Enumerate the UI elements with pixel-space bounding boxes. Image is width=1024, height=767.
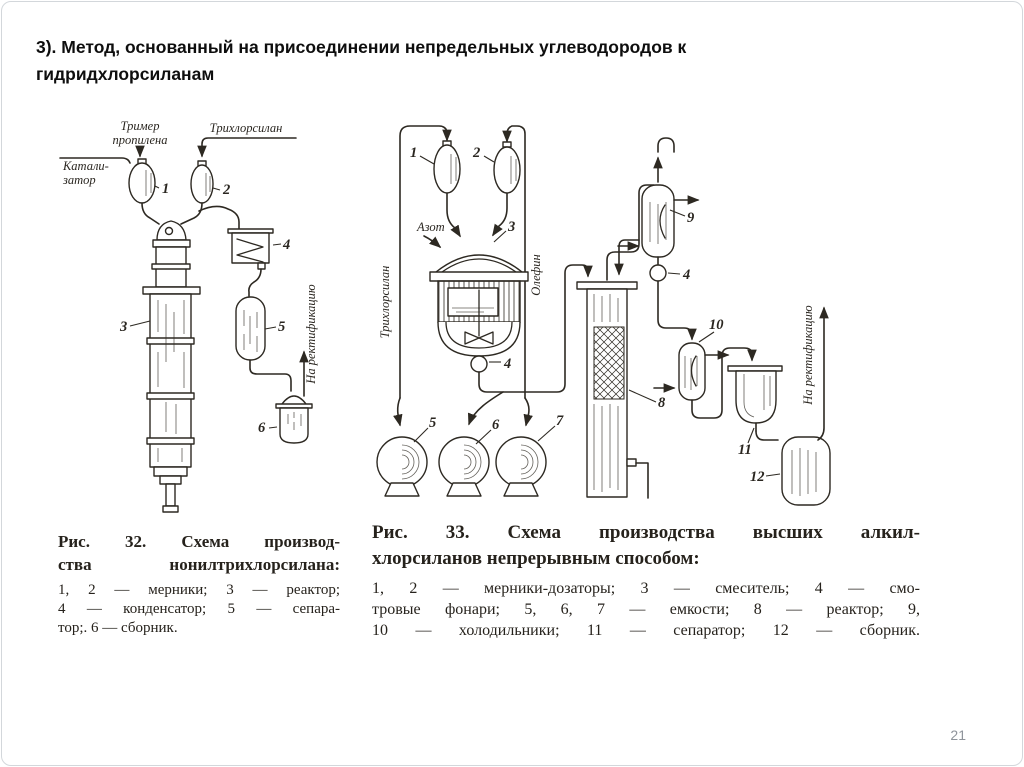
fig32-caption-title-line: ства нонилтрихлорсилана: [58,555,340,574]
fig32-collector [276,396,312,443]
fig33-part-7: 7 [556,413,564,429]
fig33-caption-title-line: Рис. 33. Схема производства высших алкил- [372,522,920,543]
fig33-part-9: 9 [687,210,695,226]
fig32-label-rectification: На ректификацию [304,284,318,384]
fig33-label-olefin: Олефин [529,254,543,296]
fig32-caption-legend-line: тор;. 6 — сборник. [58,620,178,636]
fig32-part-2: 2 [223,182,231,198]
fig33-caption-legend-line: тровые фонари; 5, 6, 7 — емкости; 8 — реактор; 9, [372,601,920,618]
fig32-label-catalyst-2: затор [63,173,96,187]
fig33-cooler-9 [618,185,698,257]
fig32-label-trimer-2: пропилена [112,133,168,147]
fig33-caption-legend [372,578,920,641]
fig32-caption-legend [58,581,340,638]
figure-33 [372,110,920,641]
fig32-label-trimer-1: Тример [120,119,160,133]
fig33-label-rectification: На ректификацию [801,305,815,405]
fig32-condenser [228,229,273,296]
fig33-collector [782,437,830,505]
fig33-dosing-tank-1 [434,141,460,193]
fig33-rectification-riser [818,308,824,440]
fig33-reactor-column [577,282,648,498]
fig32-part-6: 6 [258,420,266,436]
fig33-part-1: 1 [410,145,418,161]
slide-title: 3). Метод, основанный на присоединении непредельных углеводородов к гидридхлорсиланам [36,36,687,84]
figure-32 [58,112,340,638]
fig33-tank-feed-pipes [398,392,529,425]
fig33-part-10: 10 [709,317,724,333]
fig32-measuring-tank-2 [191,161,213,203]
fig32-caption [58,530,340,638]
fig33-label-nitrogen: Азот [417,220,445,234]
fig32-separator [236,297,265,360]
fig33-part-12: 12 [750,469,765,485]
fig32-caption-title-line: Рис. 32. Схема производ- [58,532,340,551]
fig33-part-6: 6 [492,417,500,433]
fig32-diagram [58,112,340,514]
fig32-caption-legend-line: 4 — конденсатор; 5 — сепара- [58,601,340,617]
fig33-caption-title [372,520,920,572]
fig32-reactor-column [143,221,200,512]
fig32-part-3: 3 [120,319,128,335]
fig33-pipe-11-12 [756,431,778,440]
fig32-connecting-pipes [142,203,239,229]
fig33-caption-legend-line: 10 — холодильники; 11 — сепаратор; 12 — сборник. [372,622,920,639]
fig33-caption-legend-line: 1, 2 — мерники-дозаторы; 3 — смеситель; 4 — смо- [372,580,920,597]
fig33-caption-title-line: хлорсиланов непрерывным способом: [372,548,700,569]
fig33-part-4a: 4 [504,356,512,372]
fig32-measuring-tank-1 [129,159,155,203]
fig33-diagram [372,110,920,512]
fig33-part-11: 11 [738,442,752,458]
fig33-part-2: 2 [473,145,481,161]
fig32-part-4: 4 [283,237,291,253]
page-number: 21 [950,727,966,743]
fig33-cooler-10 [654,343,728,400]
fig32-caption-legend-line: 1, 2 — мерники; 3 — реактор; [58,582,340,598]
fig33-part-3: 3 [508,219,516,235]
fig33-part-8: 8 [658,395,666,411]
fig33-dosing-tank-2 [494,142,520,193]
fig33-part-4b: 4 [683,267,691,283]
fig32-part-1: 1 [162,181,170,197]
fig32-label-trichlorosilane: Трихлорсилан [209,121,283,135]
fig33-label-trichlorosilane: Трихлорсилан [378,265,392,339]
fig32-part-5: 5 [278,319,286,335]
fig33-mixer [430,255,528,356]
fig32-caption-title [58,530,340,576]
fig33-part-5: 5 [429,415,437,431]
fig33-storage-tank-5 [377,437,427,496]
fig33-storage-tank-6 [439,437,489,496]
fig32-label-catalyst-1: Катали- [63,159,109,173]
fig33-separator [728,366,782,431]
fig33-storage-tank-7 [496,437,546,496]
fig33-caption [372,520,920,641]
